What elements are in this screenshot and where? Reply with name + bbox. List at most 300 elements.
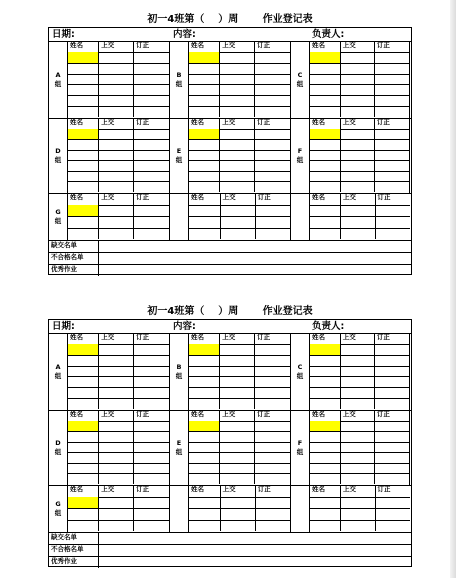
correction-cell[interactable] — [134, 63, 169, 74]
correction-cell[interactable] — [375, 463, 409, 474]
name-cell[interactable] — [310, 431, 341, 442]
name-cell[interactable] — [68, 497, 99, 509]
submit-cell[interactable] — [341, 376, 375, 387]
submit-cell[interactable] — [220, 95, 255, 106]
data-cell[interactable] — [376, 520, 411, 532]
correction-cell[interactable] — [134, 452, 169, 463]
submit-cell[interactable] — [341, 74, 375, 85]
correction-cell[interactable] — [375, 366, 409, 377]
correction-cell[interactable] — [255, 463, 290, 474]
name-cell[interactable] — [68, 52, 99, 63]
correction-cell[interactable] — [134, 398, 169, 409]
submit-cell[interactable] — [99, 150, 134, 161]
correction-cell[interactable] — [375, 95, 409, 106]
name-cell[interactable] — [68, 171, 99, 182]
submit-cell[interactable] — [220, 63, 255, 74]
data-cell[interactable] — [256, 228, 291, 240]
submit-cell[interactable] — [99, 442, 134, 453]
name-cell[interactable] — [310, 129, 341, 140]
submit-cell[interactable] — [341, 431, 375, 442]
name-cell[interactable] — [189, 84, 220, 95]
correction-cell[interactable] — [255, 74, 290, 85]
correction-cell[interactable] — [134, 106, 169, 117]
submit-cell[interactable] — [220, 129, 255, 140]
correction-cell[interactable] — [375, 171, 409, 182]
correction-cell[interactable] — [134, 52, 169, 63]
correction-cell[interactable] — [255, 139, 290, 150]
correction-cell[interactable] — [134, 205, 169, 217]
submit-cell[interactable] — [220, 150, 255, 161]
submit-cell[interactable] — [341, 452, 375, 463]
correction-cell[interactable] — [375, 376, 409, 387]
correction-cell[interactable] — [375, 431, 409, 442]
correction-cell[interactable] — [134, 129, 169, 140]
correction-cell[interactable] — [375, 387, 409, 398]
group-table — [189, 41, 290, 118]
submit-cell[interactable] — [341, 95, 375, 106]
data-cell[interactable] — [189, 520, 221, 532]
correction-cell[interactable] — [134, 74, 169, 85]
correction-cell[interactable] — [134, 228, 169, 240]
submit-cell[interactable] — [99, 508, 134, 520]
name-cell[interactable] — [189, 52, 220, 63]
name-cell[interactable] — [189, 63, 220, 74]
correction-cell[interactable] — [375, 63, 409, 74]
name-cell[interactable] — [189, 139, 220, 150]
submit-cell[interactable] — [341, 150, 375, 161]
correction-cell[interactable] — [255, 129, 290, 140]
data-cell[interactable] — [256, 508, 291, 520]
submit-cell[interactable] — [220, 442, 255, 453]
submit-cell[interactable] — [99, 129, 134, 140]
correction-cell[interactable] — [134, 421, 169, 432]
correction-cell[interactable] — [134, 431, 169, 442]
data-cell[interactable] — [256, 520, 291, 532]
name-cell[interactable] — [189, 473, 220, 484]
submit-cell[interactable] — [220, 376, 255, 387]
data-cell[interactable] — [256, 205, 291, 217]
name-cell[interactable] — [189, 106, 220, 117]
submit-cell[interactable] — [220, 171, 255, 182]
correction-cell[interactable] — [375, 139, 409, 150]
data-cell[interactable] — [376, 508, 411, 520]
correction-cell[interactable] — [255, 344, 290, 355]
name-cell[interactable] — [68, 473, 99, 484]
name-cell[interactable] — [189, 181, 220, 192]
correction-cell[interactable] — [375, 452, 409, 463]
submit-cell[interactable] — [341, 442, 375, 453]
name-cell[interactable] — [68, 431, 99, 442]
name-cell[interactable] — [68, 150, 99, 161]
submit-cell[interactable] — [99, 160, 134, 171]
spacer-cell — [170, 193, 189, 240]
correction-cell[interactable] — [375, 74, 409, 85]
name-cell[interactable] — [310, 344, 341, 355]
submit-cell[interactable] — [220, 355, 255, 366]
correction-cell[interactable] — [134, 150, 169, 161]
submit-cell[interactable] — [99, 171, 134, 182]
submit-cell[interactable] — [341, 181, 375, 192]
submit-cell[interactable] — [220, 473, 255, 484]
data-cell[interactable] — [376, 216, 411, 228]
correction-cell[interactable] — [255, 442, 290, 453]
extra-table — [189, 485, 291, 532]
name-cell[interactable] — [68, 228, 99, 240]
group-suffix: 组 — [296, 155, 304, 164]
name-cell[interactable] — [310, 95, 341, 106]
submit-cell[interactable] — [220, 398, 255, 409]
correction-cell[interactable] — [255, 160, 290, 171]
correction-cell[interactable] — [255, 398, 290, 409]
correction-cell[interactable] — [375, 150, 409, 161]
data-cell[interactable] — [341, 228, 376, 240]
data-cell[interactable] — [310, 228, 341, 240]
data-cell[interactable] — [341, 216, 376, 228]
correction-cell[interactable] — [375, 344, 409, 355]
correction-cell[interactable] — [134, 463, 169, 474]
name-cell[interactable] — [189, 95, 220, 106]
name-cell[interactable] — [189, 421, 220, 432]
name-cell[interactable] — [189, 171, 220, 182]
name-cell[interactable] — [310, 181, 341, 192]
name-cell[interactable] — [189, 431, 220, 442]
data-cell[interactable] — [341, 205, 376, 217]
name-cell[interactable] — [68, 344, 99, 355]
submit-cell[interactable] — [220, 452, 255, 463]
name-cell[interactable] — [310, 463, 341, 474]
correction-cell[interactable] — [255, 366, 290, 377]
correction-cell[interactable] — [255, 452, 290, 463]
name-cell[interactable] — [189, 344, 220, 355]
correction-cell[interactable] — [255, 52, 290, 63]
submit-cell[interactable] — [341, 160, 375, 171]
submit-cell[interactable] — [341, 129, 375, 140]
submit-cell[interactable] — [99, 205, 134, 217]
name-cell[interactable] — [310, 366, 341, 377]
data-cell[interactable] — [221, 520, 256, 532]
submit-cell[interactable] — [220, 366, 255, 377]
correction-cell[interactable] — [375, 355, 409, 366]
name-cell[interactable] — [310, 160, 341, 171]
owner-label: 负责人: — [312, 321, 345, 332]
name-cell[interactable] — [68, 463, 99, 474]
data-cell[interactable] — [310, 497, 341, 509]
submit-cell[interactable] — [220, 106, 255, 117]
submit-cell[interactable] — [220, 52, 255, 63]
correction-cell[interactable] — [134, 216, 169, 228]
data-cell[interactable] — [341, 520, 376, 532]
name-cell[interactable] — [310, 84, 341, 95]
data-cell[interactable] — [310, 508, 341, 520]
correction-cell[interactable] — [375, 421, 409, 432]
footer-value-cell[interactable] — [99, 240, 411, 252]
data-cell[interactable] — [189, 228, 221, 240]
submit-cell[interactable] — [341, 171, 375, 182]
footer-value-cell[interactable] — [99, 532, 411, 544]
name-cell[interactable] — [310, 150, 341, 161]
correction-cell[interactable] — [255, 63, 290, 74]
submit-cell[interactable] — [99, 228, 134, 240]
name-cell[interactable] — [310, 421, 341, 432]
group-d — [49, 410, 170, 485]
submit-cell[interactable] — [99, 216, 134, 228]
name-cell[interactable] — [68, 63, 99, 74]
data-cell[interactable] — [376, 497, 411, 509]
submit-cell[interactable] — [99, 463, 134, 474]
submit-cell[interactable] — [99, 366, 134, 377]
name-cell[interactable] — [189, 355, 220, 366]
name-cell[interactable] — [310, 442, 341, 453]
name-cell[interactable] — [189, 129, 220, 140]
name-cell[interactable] — [68, 205, 99, 217]
submit-cell[interactable] — [341, 63, 375, 74]
submit-cell[interactable] — [341, 421, 375, 432]
correction-cell[interactable] — [375, 442, 409, 453]
submit-cell[interactable] — [341, 84, 375, 95]
correction-cell[interactable] — [255, 150, 290, 161]
data-cell[interactable] — [221, 216, 256, 228]
submit-cell[interactable] — [99, 84, 134, 95]
correction-cell[interactable] — [255, 84, 290, 95]
correction-cell[interactable] — [134, 139, 169, 150]
submit-cell[interactable] — [99, 520, 134, 532]
data-cell[interactable] — [256, 216, 291, 228]
submit-cell[interactable] — [99, 376, 134, 387]
correction-cell[interactable] — [255, 387, 290, 398]
column-header: 姓名 — [189, 41, 220, 52]
correction-cell[interactable] — [134, 160, 169, 171]
name-cell[interactable] — [310, 139, 341, 150]
submit-cell[interactable] — [99, 106, 134, 117]
data-cell[interactable] — [189, 508, 221, 520]
correction-cell[interactable] — [375, 52, 409, 63]
name-cell[interactable] — [68, 129, 99, 140]
correction-cell[interactable] — [255, 473, 290, 484]
name-cell[interactable] — [68, 421, 99, 432]
submit-cell[interactable] — [99, 52, 134, 63]
data-cell[interactable] — [341, 508, 376, 520]
group-section — [49, 41, 411, 119]
submit-cell[interactable] — [220, 84, 255, 95]
correction-cell[interactable] — [134, 387, 169, 398]
name-cell[interactable] — [68, 84, 99, 95]
footer-label: 优秀作业 — [49, 264, 99, 276]
correction-cell[interactable] — [134, 376, 169, 387]
correction-cell[interactable] — [134, 442, 169, 453]
correction-cell[interactable] — [375, 160, 409, 171]
name-cell[interactable] — [68, 398, 99, 409]
data-cell[interactable] — [376, 205, 411, 217]
submit-cell[interactable] — [99, 344, 134, 355]
name-cell[interactable] — [310, 52, 341, 63]
data-cell[interactable] — [310, 216, 341, 228]
correction-cell[interactable] — [375, 181, 409, 192]
group-label — [49, 41, 68, 118]
data-cell[interactable] — [221, 205, 256, 217]
name-cell[interactable] — [68, 442, 99, 453]
data-cell[interactable] — [341, 497, 376, 509]
correction-cell[interactable] — [255, 171, 290, 182]
submit-cell[interactable] — [341, 344, 375, 355]
name-cell[interactable] — [68, 366, 99, 377]
name-cell[interactable] — [68, 139, 99, 150]
name-cell[interactable] — [68, 181, 99, 192]
submit-cell[interactable] — [341, 463, 375, 474]
correction-cell[interactable] — [375, 84, 409, 95]
data-cell[interactable] — [310, 520, 341, 532]
name-cell[interactable] — [189, 376, 220, 387]
submit-cell[interactable] — [341, 139, 375, 150]
submit-cell[interactable] — [341, 366, 375, 377]
submit-cell[interactable] — [99, 74, 134, 85]
group-label — [291, 410, 310, 485]
name-cell[interactable] — [68, 95, 99, 106]
name-cell[interactable] — [68, 74, 99, 85]
correction-cell[interactable] — [375, 473, 409, 484]
name-cell[interactable] — [310, 74, 341, 85]
submit-cell[interactable] — [341, 387, 375, 398]
table-row — [68, 181, 169, 192]
submit-cell[interactable] — [220, 421, 255, 432]
name-cell[interactable] — [68, 387, 99, 398]
correction-cell[interactable] — [255, 95, 290, 106]
submit-cell[interactable] — [99, 398, 134, 409]
correction-cell[interactable] — [134, 344, 169, 355]
footer-value-cell[interactable] — [99, 264, 411, 276]
name-cell[interactable] — [310, 376, 341, 387]
correction-cell[interactable] — [375, 398, 409, 409]
submit-cell[interactable] — [341, 473, 375, 484]
name-cell[interactable] — [310, 63, 341, 74]
table-row — [310, 520, 410, 532]
name-cell[interactable] — [189, 150, 220, 161]
data-cell[interactable] — [310, 205, 341, 217]
submit-cell[interactable] — [220, 181, 255, 192]
submit-cell[interactable] — [99, 181, 134, 192]
name-cell[interactable] — [310, 355, 341, 366]
name-cell[interactable] — [189, 366, 220, 377]
data-cell[interactable] — [221, 508, 256, 520]
footer-value-cell[interactable] — [99, 556, 411, 568]
correction-cell[interactable] — [134, 355, 169, 366]
submit-cell[interactable] — [220, 387, 255, 398]
name-cell[interactable] — [189, 452, 220, 463]
correction-cell[interactable] — [375, 106, 409, 117]
submit-cell[interactable] — [341, 355, 375, 366]
group-label — [170, 118, 189, 193]
name-cell[interactable] — [189, 160, 220, 171]
submit-cell[interactable] — [341, 52, 375, 63]
correction-cell[interactable] — [134, 171, 169, 182]
spacer-cell — [291, 485, 310, 532]
name-cell[interactable] — [310, 171, 341, 182]
group-label — [49, 410, 68, 485]
correction-cell[interactable] — [255, 421, 290, 432]
column-header: 上交 — [341, 193, 376, 205]
data-cell[interactable] — [221, 497, 256, 509]
name-cell[interactable] — [310, 473, 341, 484]
correction-cell[interactable] — [255, 376, 290, 387]
correction-cell[interactable] — [375, 129, 409, 140]
submit-cell[interactable] — [99, 95, 134, 106]
submit-cell[interactable] — [341, 398, 375, 409]
correction-cell[interactable] — [134, 95, 169, 106]
name-cell[interactable] — [68, 216, 99, 228]
footer-value-cell[interactable] — [99, 252, 411, 264]
group-c — [291, 333, 410, 410]
correction-cell[interactable] — [134, 366, 169, 377]
name-cell[interactable] — [310, 398, 341, 409]
name-cell[interactable] — [189, 74, 220, 85]
group-d — [49, 118, 170, 193]
name-cell[interactable] — [68, 355, 99, 366]
submit-cell[interactable] — [99, 497, 134, 509]
group-letter: A — [55, 70, 61, 79]
data-cell[interactable] — [256, 497, 291, 509]
submit-cell[interactable] — [220, 160, 255, 171]
submit-cell[interactable] — [99, 431, 134, 442]
name-cell[interactable] — [189, 387, 220, 398]
name-cell[interactable] — [68, 376, 99, 387]
footer-value-cell[interactable] — [99, 544, 411, 556]
name-cell[interactable] — [189, 463, 220, 474]
submit-cell[interactable] — [220, 139, 255, 150]
name-cell[interactable] — [68, 106, 99, 117]
correction-cell[interactable] — [255, 106, 290, 117]
group-section — [49, 485, 411, 533]
column-header: 上交 — [221, 485, 256, 497]
correction-cell[interactable] — [255, 181, 290, 192]
correction-cell[interactable] — [134, 84, 169, 95]
name-cell[interactable] — [68, 160, 99, 171]
name-cell[interactable] — [68, 508, 99, 520]
column-header: 上交 — [221, 193, 256, 205]
name-cell[interactable] — [310, 387, 341, 398]
correction-cell[interactable] — [134, 497, 169, 509]
submit-cell[interactable] — [99, 473, 134, 484]
name-cell[interactable] — [189, 398, 220, 409]
data-cell[interactable] — [221, 228, 256, 240]
name-cell[interactable] — [68, 520, 99, 532]
name-cell[interactable] — [189, 442, 220, 453]
submit-cell[interactable] — [99, 452, 134, 463]
submit-cell[interactable] — [99, 387, 134, 398]
submit-cell[interactable] — [99, 63, 134, 74]
correction-cell[interactable] — [134, 181, 169, 192]
data-cell[interactable] — [376, 228, 411, 240]
correction-cell[interactable] — [134, 473, 169, 484]
data-cell[interactable] — [189, 497, 221, 509]
submit-cell[interactable] — [220, 431, 255, 442]
name-cell[interactable] — [68, 452, 99, 463]
submit-cell[interactable] — [99, 421, 134, 432]
submit-cell[interactable] — [220, 344, 255, 355]
submit-cell[interactable] — [220, 463, 255, 474]
correction-cell[interactable] — [134, 520, 169, 532]
submit-cell[interactable] — [99, 139, 134, 150]
submit-cell[interactable] — [99, 355, 134, 366]
name-cell[interactable] — [310, 452, 341, 463]
name-cell[interactable] — [310, 106, 341, 117]
submit-cell[interactable] — [341, 106, 375, 117]
correction-cell[interactable] — [134, 508, 169, 520]
data-cell[interactable] — [189, 205, 221, 217]
submit-cell[interactable] — [220, 74, 255, 85]
correction-cell[interactable] — [255, 431, 290, 442]
correction-cell[interactable] — [255, 355, 290, 366]
data-cell[interactable] — [189, 216, 221, 228]
group-label — [291, 118, 310, 193]
